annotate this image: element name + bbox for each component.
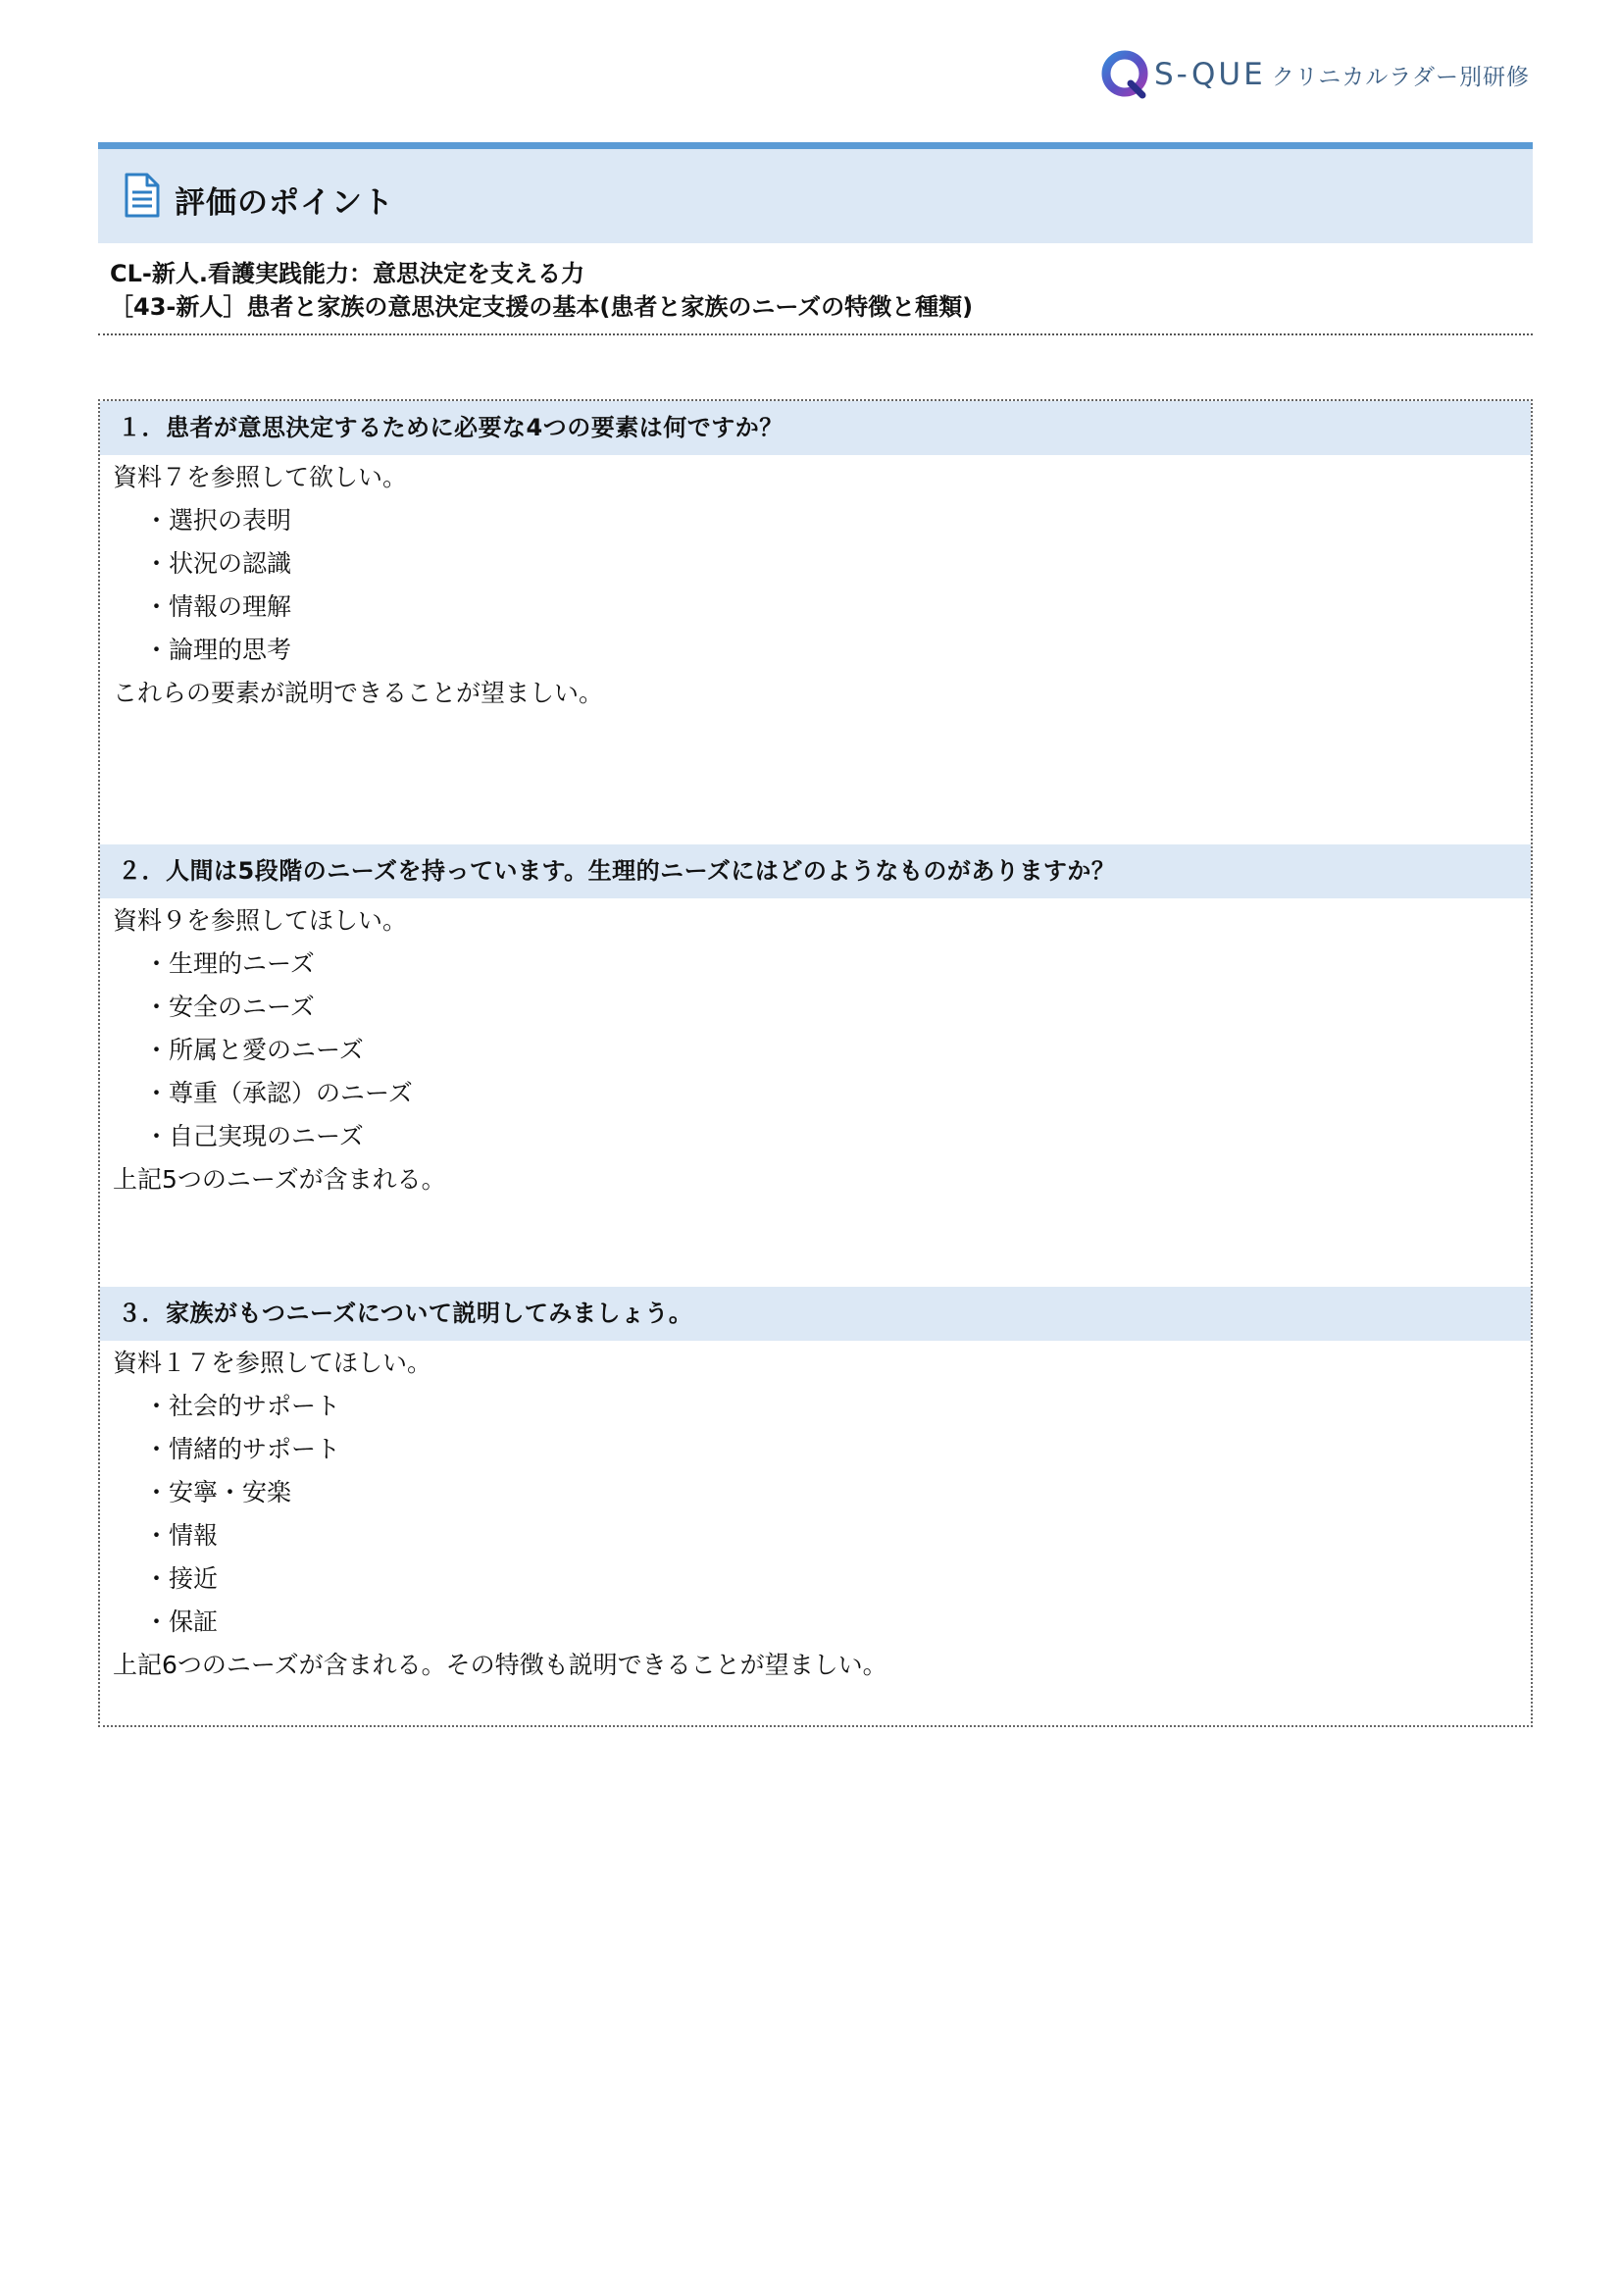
question-3-heading: ３．家族がもつニーズについて説明してみましょう。 <box>100 1287 1531 1341</box>
brand-subtitle: クリニカルラダー別研修 <box>1271 64 1530 90</box>
brand-logo <box>1099 45 1530 104</box>
answer-intro: 資料７を参照して欲しい。 <box>113 463 408 491</box>
answer-bullet: ・選択の表明 <box>144 506 292 535</box>
answer-intro: 資料９を参照してほしい。 <box>113 906 408 935</box>
answer-bullet: ・論理的思考 <box>144 636 292 664</box>
questions-box <box>98 399 1533 1727</box>
answer-bullet: ・接近 <box>144 1564 219 1593</box>
answer-bullet: ・情報 <box>144 1521 219 1550</box>
page-title: 評価のポイント <box>175 185 394 221</box>
answer-bullet: ・情報の理解 <box>144 592 292 621</box>
question-2-heading: ２．人間は5段階のニーズを持っています。生理的ニーズにはどのようなものがありますか？ <box>100 844 1531 898</box>
answer-closing: これらの要素が説明できることが望ましい。 <box>113 679 604 707</box>
question-2-answer <box>113 899 1521 1201</box>
answer-bullet: ・状況の認識 <box>144 549 292 578</box>
answer-bullet: ・安全のニーズ <box>144 993 315 1021</box>
answer-closing: 上記5つのニーズが含まれる。 <box>113 1165 446 1194</box>
subject-heading <box>110 257 1522 324</box>
subject-divider <box>98 333 1533 335</box>
answer-bullet: ・自己実現のニーズ <box>144 1122 364 1150</box>
subject-line-1: CL-新人.看護実践能力：意思決定を支える力 <box>110 260 584 287</box>
answer-bullet: ・社会的サポート <box>144 1392 341 1420</box>
answer-closing: 上記6つのニーズが含まれる。その特徴も説明できることが望ましい。 <box>113 1651 887 1679</box>
answer-bullet: ・保証 <box>144 1607 219 1636</box>
answer-bullet: ・所属と愛のニーズ <box>144 1036 364 1064</box>
question-3-answer <box>113 1342 1521 1687</box>
title-band <box>98 142 1533 243</box>
question-1-heading: １．患者が意思決定するために必要な4つの要素は何ですか？ <box>100 401 1531 455</box>
answer-bullet: ・生理的ニーズ <box>144 949 315 978</box>
answer-bullet: ・安寧・安楽 <box>144 1478 292 1506</box>
answer-bullet: ・尊重（承認）のニーズ <box>144 1079 413 1107</box>
question-1-answer <box>113 456 1521 715</box>
document-icon <box>124 173 161 218</box>
subject-line-2: ［43-新人］患者と家族の意思決定支援の基本(患者と家族のニーズの特徴と種類) <box>110 293 974 321</box>
answer-bullet: ・情緒的サポート <box>144 1435 341 1463</box>
answer-intro: 資料１７を参照してほしい。 <box>113 1349 432 1377</box>
logo-q-icon <box>1099 48 1152 101</box>
brand-name: S-QUE <box>1154 57 1266 92</box>
